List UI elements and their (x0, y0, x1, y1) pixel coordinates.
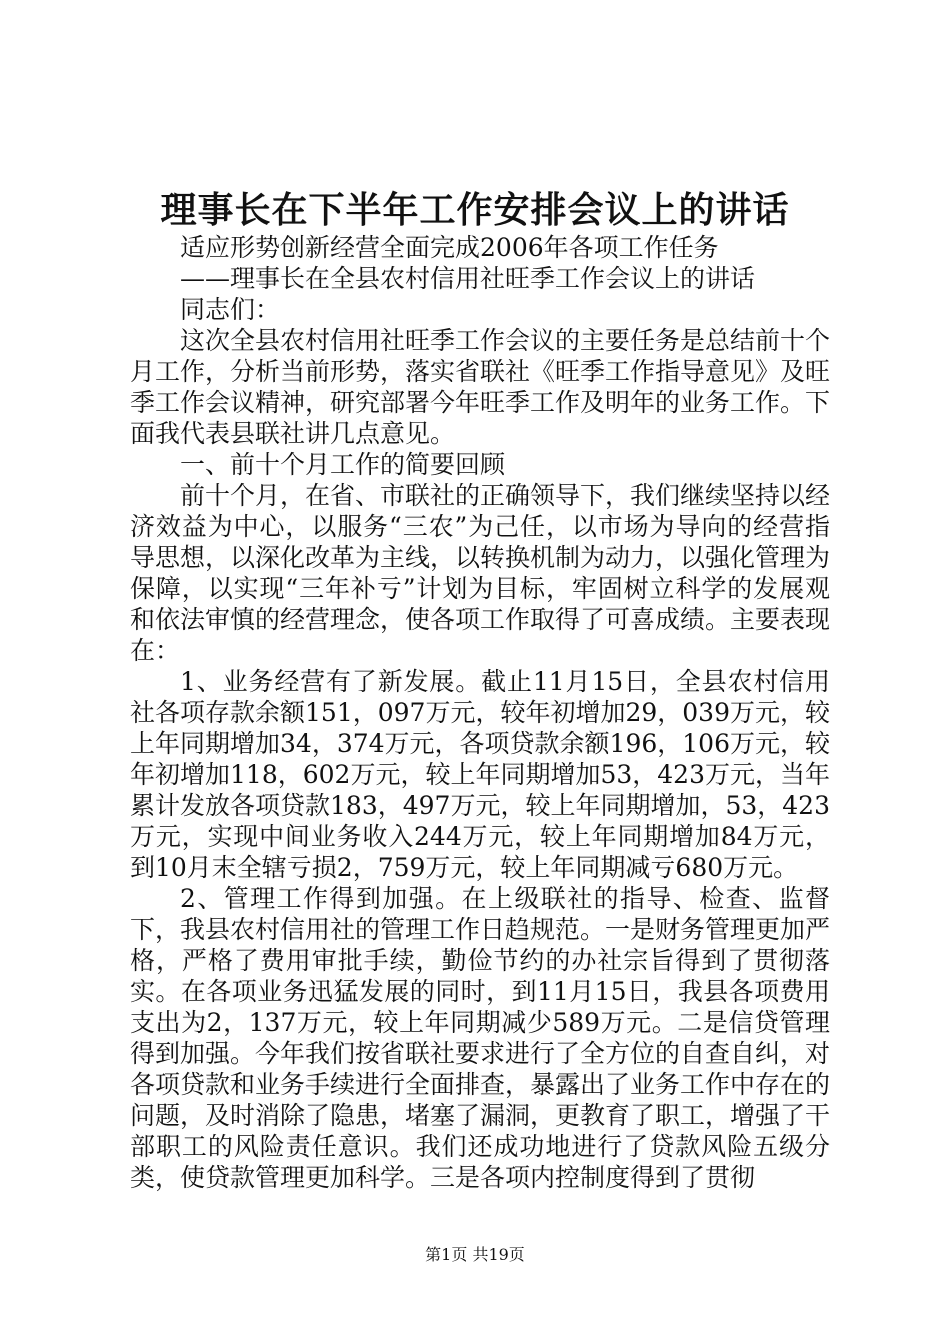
page-footer: 第1页 共19页 (425, 1245, 525, 1264)
paragraph-review: 前十个月，在省、市联社的正确领导下，我们继续坚持以经济效益为中心，以服务“三农”为己任，以市场为导向的经营指导思想，以深化改革为主线，以转换机制为动力，以强化管理为保障，以实现“三年补亏”计划为目标，牢固树立科学的发展观和依法审慎的经营理念，使各项工作取得了可喜成绩。主要表现在： (130, 481, 831, 665)
document-title: 理事长在下半年工作安排会议上的讲话 (160, 189, 790, 231)
paragraph-management: 2、管理工作得到加强。在上级联社的指导、检查、监督下，我县农村信用社的管理工作日趋规范。一是财务管理更加严格，严格了费用审批手续，勤俭节约的办社宗旨得到了贯彻落实。在各项业务迅猛发展的同时，到11月15日，我县各项费用支出为2，137万元，较上年同期减少589万元。二是信贷管理得到加强。今年我们按省联社要求进行了全方位的自查自纠，对各项贷款和业务手续进行全面排查，暴露出了业务工作中存在的问题，及时消除了隐患，堵塞了漏洞，更教育了职工，增强了干部职工的风险责任意识。我们还成功地进行了贷款风险五级分类，使贷款管理更加科学。三是各项内控制度得到了贯彻 (130, 884, 831, 1192)
document-body (130, 232, 830, 1193)
subtitle-speaker: ——理事长在全县农村信用社旺季工作会议上的讲话 (180, 264, 756, 293)
paragraph-intro: 这次全县农村信用社旺季工作会议的主要任务是总结前十个月工作，分析当前形势，落实省联社《旺季工作指导意见》及旺季工作会议精神，研究部署今年旺季工作及明年的业务工作。下面我代表县联社讲几点意见。 (130, 326, 831, 448)
subtitle: 适应形势创新经营全面完成2006年各项工作任务 (180, 233, 719, 262)
section-heading: 一、前十个月工作的简要回顾 (180, 450, 506, 479)
paragraph-business: 1、业务经营有了新发展。截止11月15日，全县农村信用社各项存款余额151，097万元，较年初增加29，039万元，较上年同期增加34，374万元，各项贷款余额196，106万元，较年初增加118，602万元，较上年同期增加53，423万元，当年累计发放各项贷款183，497万元，较上年同期增加，53，423万元，实现中间业务收入244万元，较上年同期增加84万元，到10月末全辖亏损2，759万元，较上年同期减亏680万元。 (130, 667, 830, 882)
salutation: 同志们： (180, 295, 281, 324)
